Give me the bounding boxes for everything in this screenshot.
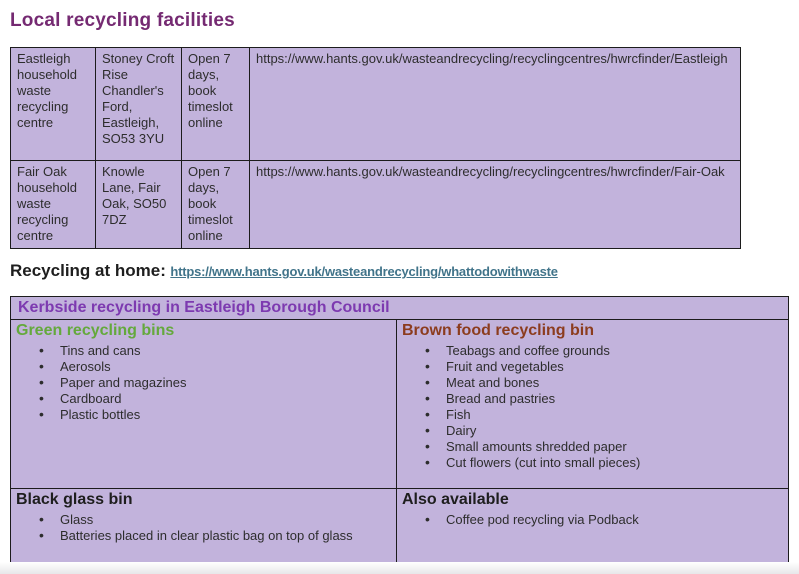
facility-hours-cell: Open 7 days, book timeslot online xyxy=(182,48,250,161)
page-title: Local recycling facilities xyxy=(10,10,235,31)
list-item: • Cardboard xyxy=(39,391,392,407)
recycling-at-home-line xyxy=(10,261,558,281)
table-row xyxy=(11,320,789,489)
recycling-at-home-link[interactable]: https://www.hants.gov.uk/wasteandrecycling/whattodowithwaste xyxy=(170,264,558,279)
facility-url-cell: https://www.hants.gov.uk/wasteandrecycling/recyclingcentres/hwrcfinder/Fair-Oak xyxy=(250,161,741,249)
list-item: • Bread and pastries xyxy=(425,391,784,407)
list-item: • Meat and bones xyxy=(425,375,784,391)
list-item: • Fruit and vegetables xyxy=(425,359,784,375)
facilities-table xyxy=(10,47,741,249)
green-bin-cell xyxy=(11,320,397,489)
also-available-heading: Also available xyxy=(402,491,509,508)
list-item: • Batteries placed in clear plastic bag on top of glass xyxy=(39,528,392,544)
kerbside-recycling-table xyxy=(10,296,789,563)
table-row xyxy=(11,161,741,249)
also-available-list xyxy=(397,512,788,528)
list-item: • Small amounts shredded paper xyxy=(425,439,784,455)
list-item: • Aerosols xyxy=(39,359,392,375)
list-item: • Tins and cans xyxy=(39,343,392,359)
green-bin-heading: Green recycling bins xyxy=(16,322,175,339)
list-item: • Dairy xyxy=(425,423,784,439)
table-row xyxy=(11,489,789,563)
list-item: • Paper and magazines xyxy=(39,375,392,391)
list-item: • Teabags and coffee grounds xyxy=(425,343,784,359)
facility-name-cell: Eastleigh household waste recycling centre xyxy=(11,48,96,161)
facility-name-cell: Fair Oak household waste recycling centre xyxy=(11,161,96,249)
brown-bin-cell xyxy=(397,320,789,489)
facility-address-cell: Stoney Croft Rise Chandler's Ford, Eastleigh, SO53 3YU xyxy=(96,48,182,161)
kerbside-table-header: Kerbside recycling in Eastleigh Borough Council xyxy=(11,297,789,320)
table-row xyxy=(11,297,789,320)
table-row xyxy=(11,48,741,161)
list-item: • Plastic bottles xyxy=(39,407,392,423)
brown-bin-heading: Brown food recycling bin xyxy=(402,322,595,339)
list-item: • Fish xyxy=(425,407,784,423)
recycling-at-home-heading: Recycling at home: xyxy=(10,261,166,280)
list-item: • Glass xyxy=(39,512,392,528)
black-glass-bin-list xyxy=(11,512,396,544)
facility-hours-cell: Open 7 days, book timeslot online xyxy=(182,161,250,249)
facility-address-cell: Knowle Lane, Fair Oak, SO50 7DZ xyxy=(96,161,182,249)
facility-url-cell: https://www.hants.gov.uk/wasteandrecycling/recyclingcentres/hwrcfinder/Eastleigh xyxy=(250,48,741,161)
green-bin-list xyxy=(11,343,396,423)
list-item: • Coffee pod recycling via Podback xyxy=(425,512,784,528)
list-item: • Cut flowers (cut into small pieces) xyxy=(425,455,784,471)
brown-bin-list xyxy=(397,343,788,471)
black-glass-bin-cell xyxy=(11,489,397,563)
also-available-cell xyxy=(397,489,789,563)
black-glass-bin-heading: Black glass bin xyxy=(16,491,133,508)
page-bottom-edge xyxy=(0,562,799,574)
